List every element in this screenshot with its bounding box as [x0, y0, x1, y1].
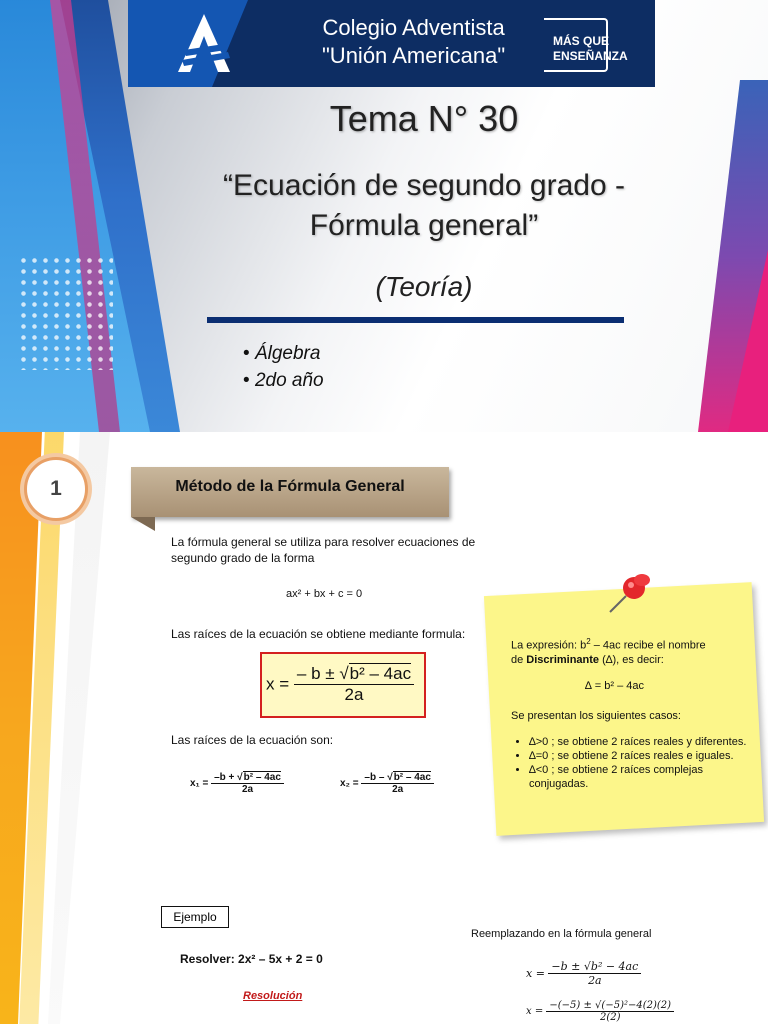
example-label: Ejemplo — [161, 906, 229, 928]
formula-numerator: – b ± √b² – 4ac — [294, 664, 414, 685]
example-formula2-fraction — [546, 1000, 674, 1023]
slogan-line1: MÁS QUE — [553, 34, 610, 48]
replace-instruction: Reemplazando en la fórmula general — [471, 928, 652, 940]
subject-item: • Álgebra — [243, 340, 324, 367]
school-logo-icon — [178, 14, 230, 72]
example-formula1-denominator: 2a — [588, 974, 602, 987]
formula-denominator: 2a — [344, 685, 364, 704]
formula-fraction — [294, 664, 414, 705]
case-zero: • ∆=0 ; se obtiene 2 raíces reales e iguales. — [529, 749, 751, 763]
school-header — [128, 0, 655, 87]
general-formula-box — [260, 652, 426, 718]
cases-intro: Se presentan los siguientes casos: — [511, 709, 681, 722]
section-title: Método de la Fórmula General — [175, 478, 405, 495]
intro-line2: segundo grado de la forma — [171, 551, 315, 565]
x2-lhs: x₂ = — [340, 778, 359, 789]
topic-title — [0, 166, 768, 246]
intro-line1: La fórmula general se utiliza para resolver ecuaciones de — [171, 535, 476, 549]
discriminant-line2 — [511, 653, 751, 667]
push-pin-icon — [600, 570, 660, 616]
discriminant-line1-exponent: 2 — [586, 637, 591, 646]
formula-intro-text: Las raíces de la ecuación se obtiene mediante formula: — [171, 627, 466, 641]
x1-denominator: 2a — [241, 784, 254, 795]
case-negative: • ∆<0 ; se obtiene 2 raíces complejas conjugadas. — [529, 763, 751, 791]
title-slide — [0, 0, 768, 432]
x2-numerator — [361, 772, 434, 784]
example-problem: Resolver: 2x² – 5x + 2 = 0 — [180, 952, 323, 966]
college-name — [322, 14, 505, 70]
discriminant-line2-post: (∆), es decir: — [599, 653, 664, 666]
example-formula2-denominator: 2(2) — [599, 1012, 621, 1023]
discriminant-line1 — [511, 635, 751, 653]
section-number-badge: 1 — [24, 457, 88, 521]
discriminant-definition: ∆ = b² – 4ac — [585, 679, 645, 692]
x1-lhs: x₁ = — [190, 778, 209, 789]
case-positive: • ∆>0 ; se obtiene 2 raíces reales y diferentes. — [529, 735, 751, 749]
formula-numerator-pre: – b ± — [296, 664, 340, 683]
x1-numerator-pre: –b + √ — [214, 772, 243, 783]
theory-label: (Teoría) — [375, 271, 473, 302]
x2-denominator: 2a — [392, 784, 404, 795]
discriminant-line2-pre: de — [511, 653, 527, 666]
slogan-badge — [553, 34, 628, 64]
x2-numerator-pre: –b – √ — [364, 772, 393, 783]
discriminant-term: Discriminante — [526, 653, 600, 666]
x1-numerator — [211, 772, 284, 784]
example-general-formula — [526, 960, 641, 987]
discriminant-note-text — [511, 635, 751, 791]
example-formula1-fraction — [548, 960, 641, 987]
formula-lhs: x = — [266, 674, 290, 694]
discriminant-cases-list — [511, 735, 751, 791]
x1-fraction — [211, 772, 284, 795]
topic-number: Tema N° 30 — [329, 98, 519, 139]
resolution-heading: Resolución — [243, 990, 303, 1002]
example-formula2-numerator: −(−5) ± √(−5)²−4(2)(2) — [546, 1000, 674, 1012]
topic-title-line2: Fórmula general” — [309, 209, 539, 242]
discriminant-line1-post: – 4ac recibe el nombre — [590, 639, 706, 652]
title-divider — [207, 317, 624, 323]
college-name-line2: "Unión Americana" — [322, 43, 506, 68]
banner-fold — [131, 517, 155, 531]
intro-paragraph — [171, 534, 475, 566]
example-substituted-formula — [526, 1000, 674, 1023]
slogan-line2: ENSEÑANZA — [553, 49, 628, 63]
x2-fraction — [361, 772, 434, 795]
root-x1-formula — [190, 772, 284, 795]
subject-list — [243, 340, 324, 394]
topic-title-line1: “Ecuación de segundo grado - — [223, 169, 625, 202]
formula-radicand: b² – 4ac — [349, 664, 412, 683]
example-formula1-numerator: −b ± √b² − 4ac — [548, 960, 641, 974]
standard-form-equation: ax² + bx + c = 0 — [286, 588, 363, 600]
lesson-slide — [0, 432, 768, 1024]
example-formula2-lhs: x = — [526, 1006, 544, 1017]
x2-radicand: b² – 4ac — [393, 772, 431, 783]
root-x2-formula — [340, 772, 434, 795]
x1-radicand: b² – 4ac — [243, 772, 281, 783]
example-formula1-lhs: x = — [526, 967, 545, 980]
grade-item: • 2do año — [243, 367, 324, 394]
general-formula — [266, 664, 414, 705]
college-name-line1: Colegio Adventista — [322, 15, 505, 40]
roots-are-text: Las raíces de la ecuación son: — [171, 733, 334, 747]
discriminant-line1-pre: La expresión: b — [511, 639, 587, 652]
